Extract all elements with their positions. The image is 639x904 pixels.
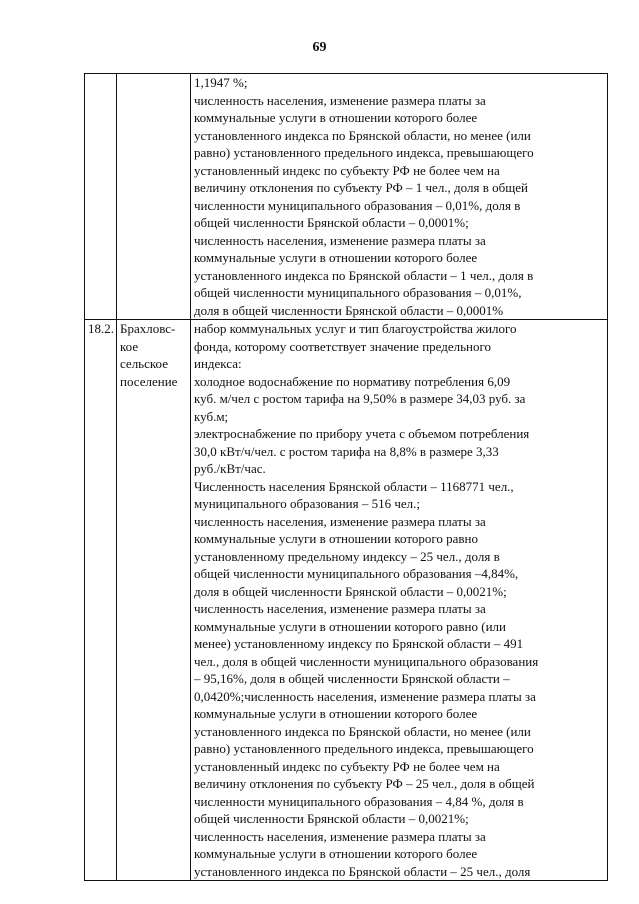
text-line: куб. м/чел с ростом тарифа на 9,50% в размере 34,03 руб. за bbox=[194, 391, 526, 406]
text-line: холодное водоснабжение по нормативу потребления 6,09 bbox=[194, 373, 511, 389]
text-line: чел., доля в общей численности муниципального образования bbox=[194, 653, 539, 669]
text-line: коммунальные услуги в отношении которого более bbox=[194, 846, 478, 861]
table-row bbox=[85, 74, 608, 320]
row-number-cell bbox=[85, 320, 117, 881]
text-line: куб.м; bbox=[194, 408, 229, 424]
text-line: установленного индекса по Брянской области, но менее (или bbox=[194, 127, 531, 143]
text-line: общей численности Брянской области – 0,0001%; bbox=[194, 215, 469, 230]
page-number: 69 bbox=[312, 40, 327, 55]
text-line: численность населения, изменение размера платы за bbox=[194, 92, 486, 108]
text-line: величину отклонения по субъекту РФ – 1 чел., доля в общей bbox=[194, 180, 528, 195]
text-line: численность населения, изменение размера платы за bbox=[194, 232, 486, 248]
text-line: равно) установленного предельного индекса, превышающего bbox=[194, 741, 534, 756]
text-line: общей численности муниципального образования –4,84%, bbox=[194, 566, 519, 581]
text-line: 30,0 кВт/ч/чел. с ростом тарифа на 8,8% в размере 3,33 bbox=[194, 443, 499, 459]
text-line: – 95,16%, доля в общей численности Брянской области – bbox=[194, 671, 510, 686]
text-line: установленный индекс по субъекту РФ не более чем на bbox=[194, 162, 500, 178]
text-line: установленному предельному индексу – 25 чел., доля в bbox=[194, 548, 500, 564]
text-line: величину отклонения по субъекту РФ – 25 чел., доля в общей bbox=[194, 776, 535, 791]
text-line: доля в общей численности Брянской области – 0,0021%; bbox=[194, 583, 507, 599]
municipal-data-table bbox=[84, 73, 608, 881]
text-line: численность населения, изменение размера платы за bbox=[194, 513, 486, 529]
description-cell bbox=[191, 74, 608, 320]
text-line: доля в общей численности Брянской области – 0,0001% bbox=[194, 302, 504, 318]
text-line: муниципального образования – 516 чел.; bbox=[194, 496, 421, 511]
municipality-name-line: поселение bbox=[120, 373, 178, 389]
text-line: коммунальные услуги в отношении которого более bbox=[194, 110, 478, 125]
text-line: численности муниципального образования – 0,01%, доля в bbox=[194, 197, 521, 213]
text-line: руб./кВт/час. bbox=[194, 461, 266, 476]
text-line: численность населения, изменение размера платы за bbox=[194, 601, 486, 616]
text-line: общей численности муниципального образования – 0,01%, bbox=[194, 285, 522, 300]
description-cell bbox=[191, 320, 608, 881]
text-line: Численность населения Брянской области – 1168771 чел., bbox=[194, 478, 514, 494]
text-line: менее) установленному индексу по Брянской области – 491 bbox=[194, 636, 524, 651]
text-line: установленного индекса по Брянской области – 1 чел., доля в bbox=[194, 267, 534, 283]
text-line: коммунальные услуги в отношении которого равно (или bbox=[194, 618, 506, 634]
text-line: набор коммунальных услуг и тип благоустройства жилого bbox=[194, 321, 517, 336]
text-line: индекса: bbox=[194, 356, 242, 371]
text-line: равно) установленного предельного индекса, превышающего bbox=[194, 145, 534, 160]
text-line: фонда, которому соответствует значение предельного bbox=[194, 338, 492, 354]
text-line: 1,1947 %; bbox=[194, 75, 248, 90]
text-line: установленного индекса по Брянской области – 25 чел., доля bbox=[194, 863, 531, 879]
municipality-name-line: сельское bbox=[120, 356, 168, 371]
table-row bbox=[85, 320, 608, 881]
text-line: коммунальные услуги в отношении которого более bbox=[194, 706, 478, 721]
text-line: численности муниципального образования – 4,84 %, доля в bbox=[194, 793, 524, 809]
municipality-name-cell bbox=[117, 320, 191, 881]
row-number: 18.2. bbox=[88, 321, 114, 336]
text-line: электроснабжение по прибору учета с объемом потребления bbox=[194, 426, 530, 441]
row-number-cell bbox=[85, 74, 117, 320]
text-line: 0,0420%;численность населения, изменение размера платы за bbox=[194, 688, 536, 704]
text-line: установленный индекс по субъекту РФ не более чем на bbox=[194, 758, 500, 774]
text-line: общей численности Брянской области – 0,0021%; bbox=[194, 811, 469, 826]
municipality-name-cell bbox=[117, 74, 191, 320]
text-line: коммунальные услуги в отношении которого более bbox=[194, 250, 478, 265]
text-line: численность населения, изменение размера платы за bbox=[194, 828, 486, 844]
municipality-name-line: Брахловс- bbox=[120, 321, 176, 336]
text-line: установленного индекса по Брянской области, но менее (или bbox=[194, 723, 531, 739]
text-line: коммунальные услуги в отношении которого равно bbox=[194, 531, 479, 546]
municipality-name-line: кое bbox=[120, 338, 139, 354]
